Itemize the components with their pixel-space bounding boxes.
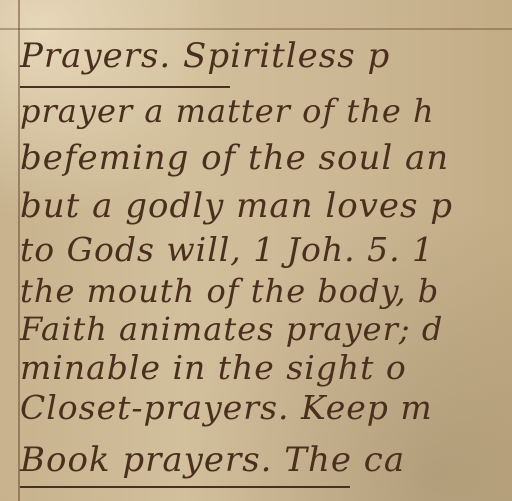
manuscript-line: Closet-prayers. Keep m bbox=[20, 388, 433, 427]
manuscript-line: but a godly man loves p bbox=[20, 186, 454, 226]
manuscript-line: Faith animates prayer; d bbox=[20, 310, 444, 348]
heading-underline bbox=[20, 486, 350, 488]
manuscript-line: befeming of the soul an bbox=[20, 138, 450, 178]
manuscript-line-heading-book-prayers: Book prayers. The ca bbox=[20, 440, 406, 480]
heading-underline bbox=[20, 86, 230, 88]
manuscript-line: the mouth of the body, b bbox=[20, 272, 440, 310]
manuscript-line: prayer a matter of the h bbox=[20, 92, 435, 130]
manuscript-line: to Gods will, 1 Joh. 5. 1 bbox=[20, 230, 435, 269]
top-rule bbox=[0, 28, 512, 30]
manuscript-line-heading-prayers: Prayers. Spiritless p bbox=[20, 36, 391, 76]
manuscript-line: minable in the sight o bbox=[20, 348, 407, 387]
